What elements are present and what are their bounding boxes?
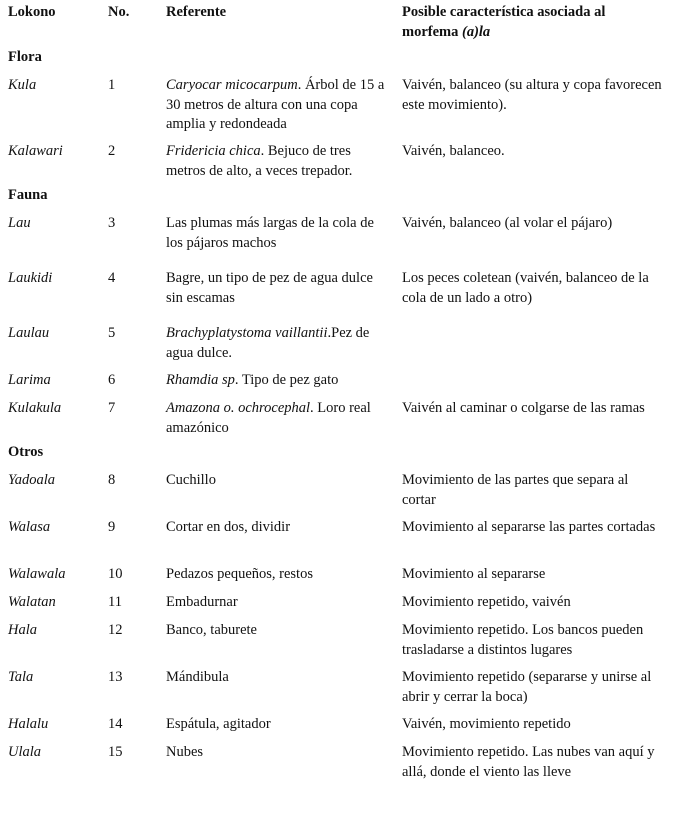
referente-text: . Bejuco de tres metros de alto, a veces trepador. (166, 143, 353, 179)
referente-text: Pedazos pequeños, restos (166, 566, 313, 582)
col-header-caracteristica (402, 3, 664, 42)
referente-text: Embadurnar (166, 594, 238, 610)
scientific-name: Amazona o. ochrocephal (166, 400, 311, 416)
lokono-term: Kulakula (8, 400, 62, 416)
lokono-term: Kula (8, 77, 37, 93)
referente-text: Espátula, agitador (166, 716, 271, 732)
caracteristica-cell: Vaivén, balanceo (al volar el pájaro) (402, 215, 613, 231)
row-number: 1 (108, 77, 116, 93)
referente-cell (166, 743, 392, 763)
lokono-term: Laulau (8, 325, 50, 341)
caracteristica-cell: Movimiento al separarse (402, 566, 546, 582)
caracteristica-cell: Vaivén, balanceo (su altura y copa favorecen este movimiento). (402, 77, 662, 113)
lokono-term: Tala (8, 669, 34, 685)
row-number: 15 (108, 744, 123, 760)
lokono-term: Halalu (8, 716, 49, 732)
row-number: 5 (108, 325, 116, 341)
row-number: 6 (108, 372, 116, 388)
scientific-name: Fridericia chica (166, 143, 261, 159)
row-number: 3 (108, 215, 116, 231)
referente-text: .Pez de agua dulce. (166, 325, 370, 361)
caracteristica-cell: Movimiento al separarse las partes cortadas (402, 519, 656, 535)
referente-text: . Tipo de pez gato (234, 372, 339, 388)
lokono-term: Ulala (8, 744, 42, 760)
caracteristica-cell: Movimiento de las partes que separa al cortar (402, 472, 629, 508)
referente-text: Bagre, un tipo de pez de agua dulce sin escamas (166, 270, 373, 306)
caracteristica-cell: Los peces coletean (vaivén, balanceo de la cola de un lado a otro) (402, 270, 649, 306)
col-header-lokono: Lokono (8, 4, 56, 20)
lokono-term: Walatan (8, 594, 56, 610)
row-number: 4 (108, 270, 116, 286)
row-number: 12 (108, 622, 123, 638)
referente-text: Las plumas más largas de la cola de los pájaros machos (166, 215, 374, 251)
row-number: 2 (108, 143, 116, 159)
section-label: Fauna (8, 187, 48, 203)
referente-cell (166, 76, 392, 135)
referente-cell (166, 371, 392, 391)
row-number: 14 (108, 716, 123, 732)
referente-text: Mándibula (166, 669, 229, 685)
referente-cell (166, 621, 392, 641)
referente-text: . Loro real amazónico (166, 400, 371, 436)
row-number: 13 (108, 669, 123, 685)
col-header-morfema: (a)la (461, 23, 491, 40)
col-header-no: No. (108, 4, 130, 20)
row-number: 11 (108, 594, 122, 610)
referente-text: . Árbol de 15 a 30 metros de altura con una copa amplia y redondeada (166, 77, 385, 132)
referente-cell (166, 399, 392, 438)
referente-cell (166, 668, 392, 688)
referente-text: Cuchillo (166, 472, 216, 488)
row-number: 10 (108, 566, 123, 582)
referente-cell (166, 593, 392, 613)
referente-cell (166, 269, 392, 308)
caracteristica-cell: Vaivén, movimiento repetido (402, 716, 571, 732)
caracteristica-cell: Movimiento repetido (separarse y unirse al abrir y cerrar la boca) (402, 669, 652, 705)
row-number: 9 (108, 519, 116, 535)
section-label: Otros (8, 444, 44, 460)
referente-cell (166, 142, 392, 181)
lokono-term: Yadoala (8, 472, 56, 488)
row-number: 7 (108, 400, 116, 416)
referente-text: Nubes (166, 744, 204, 760)
lokono-term: Walasa (8, 519, 51, 535)
lokono-term: Hala (8, 622, 37, 638)
caracteristica-cell: Movimiento repetido. Los bancos pueden trasladarse a distintos lugares (402, 622, 644, 658)
referente-text: Cortar en dos, dividir (166, 519, 291, 535)
lokono-term: Walawala (8, 566, 66, 582)
referente-text: Banco, taburete (166, 622, 257, 638)
lokono-term: Laukidi (8, 270, 53, 286)
lokono-term: Larima (8, 372, 51, 388)
referente-cell (166, 324, 392, 363)
caracteristica-cell: Movimiento repetido. Las nubes van aquí y allá, donde el viento las lleve (402, 744, 655, 780)
caracteristica-cell: Vaivén al caminar o colgarse de las ramas (402, 400, 645, 416)
scientific-name: Brachyplatystoma vaillantii (166, 325, 328, 341)
col-header-referente: Referente (166, 4, 227, 20)
scientific-name: Caryocar micocarpum (166, 77, 298, 93)
caracteristica-cell: Movimiento repetido, vaivén (402, 594, 571, 610)
referente-cell (166, 471, 392, 491)
row-number: 8 (108, 472, 116, 488)
referente-cell (166, 565, 392, 585)
referente-cell (166, 518, 392, 538)
referente-cell (166, 715, 392, 735)
referente-cell (166, 214, 392, 253)
section-label: Flora (8, 49, 42, 65)
caracteristica-cell: Vaivén, balanceo. (402, 143, 505, 159)
lokono-term: Kalawari (8, 143, 63, 159)
lokono-term: Lau (8, 215, 31, 231)
scientific-name: Rhamdia sp (166, 372, 235, 388)
col-header-caracteristica-text: Posible característica asociada al morfema (402, 4, 606, 40)
